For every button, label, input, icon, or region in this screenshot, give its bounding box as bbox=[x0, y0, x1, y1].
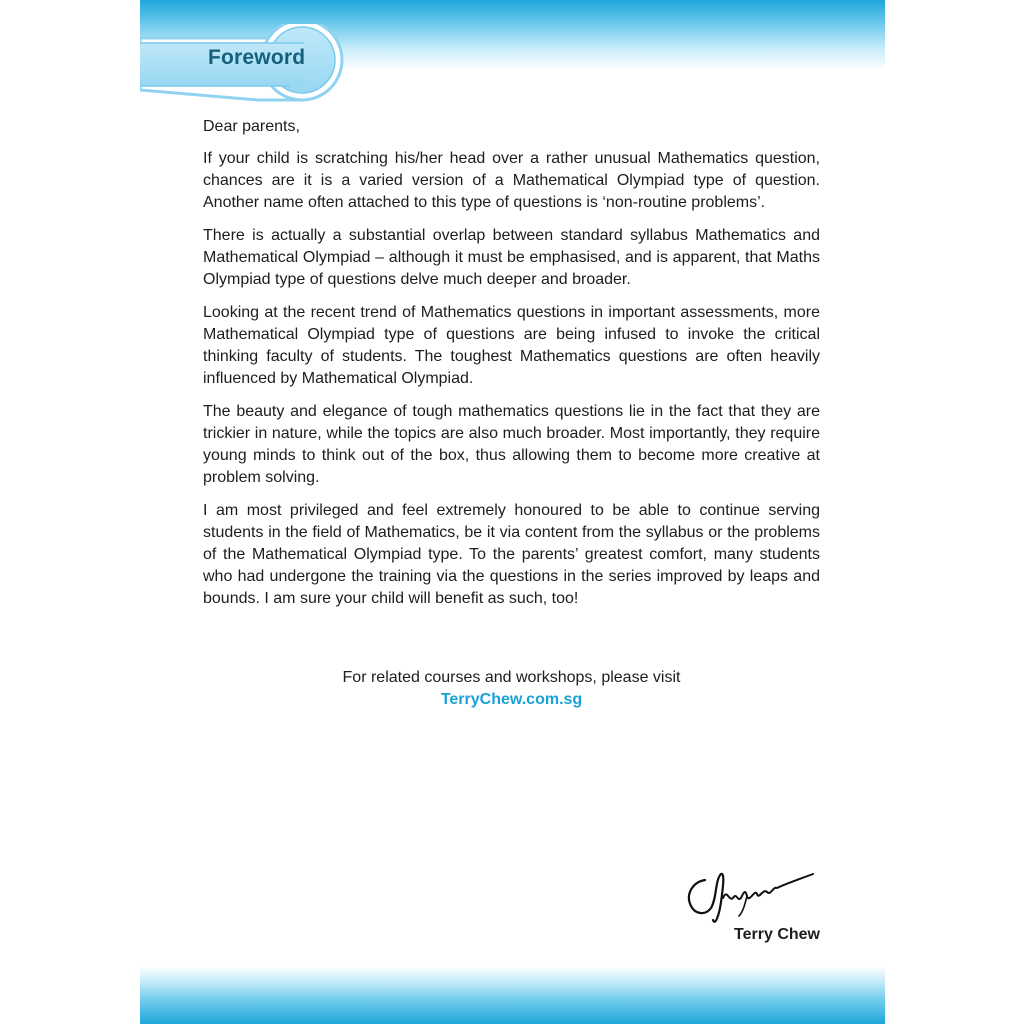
website-link[interactable]: TerryChew.com.sg bbox=[440, 691, 583, 708]
visit-note bbox=[203, 667, 820, 711]
paragraph-4: The beauty and elegance of tough mathematics questions lie in the fact that they are trickier in nature, while the topics are also much broader. Most importantly, they require young minds to think out of the box, thus allowing them to become more creative at problem solving. bbox=[203, 403, 820, 486]
bottom-gradient-band bbox=[140, 966, 885, 1024]
greeting: Dear parents, bbox=[203, 118, 300, 135]
letter-body bbox=[203, 116, 820, 621]
signatory-name: Terry Chew bbox=[734, 926, 820, 943]
page-title: Foreword bbox=[208, 46, 306, 69]
document-page bbox=[140, 0, 885, 1024]
signature-icon bbox=[685, 858, 825, 933]
visit-text: For related courses and workshops, please visit bbox=[342, 669, 681, 686]
paragraph-1: If your child is scratching his/her head over a rather unusual Mathematics question, chances are it is a varied version of a Mathematical Olympiad type of question. Another name often attached to this type of questions is ‘non-routine problems’. bbox=[203, 150, 820, 211]
paragraph-3: Looking at the recent trend of Mathematics questions in important assessments, more Mathematical Olympiad type of questions are being infused to invoke the critical thinking faculty of students. The toughest Mathematics questions are often heavily influenced by Mathematical Olympiad. bbox=[203, 304, 820, 387]
paragraph-5: I am most privileged and feel extremely honoured to be able to continue serving students in the field of Mathematics, be it via content from the syllabus or the problems of the Mathematical Olympiad type. To the parents’ greatest comfort, many students who had undergone the training via the questions in the series improved by leaps and bounds. I am sure your child will benefit as such, too! bbox=[203, 502, 820, 607]
paragraph-2: There is actually a substantial overlap between standard syllabus Mathematics and Mathematical Olympiad – although it must be emphasised, and is apparent, that Maths Olympiad type of questions delve much deeper and broader. bbox=[203, 227, 820, 288]
